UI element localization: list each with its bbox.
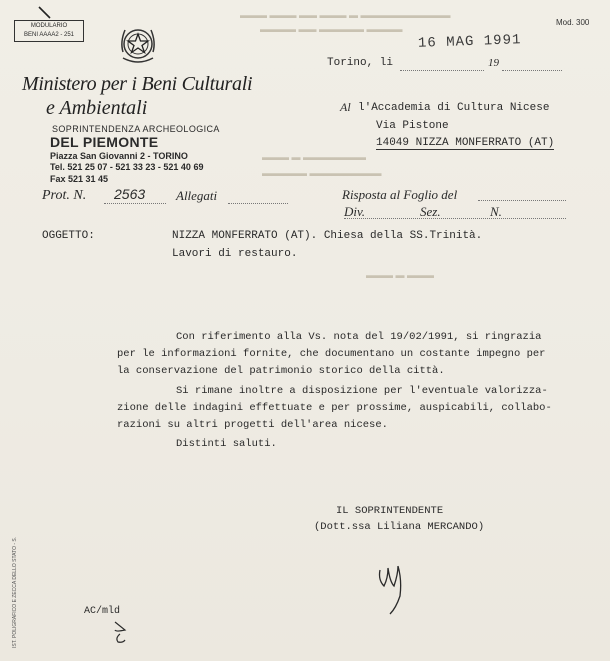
- body-line: Con riferimento alla Vs. nota del 19/02/1991, si ringrazia: [176, 331, 542, 343]
- reference-initials: AC/mld: [84, 606, 121, 617]
- recipient-street: Via Pistone: [376, 120, 449, 132]
- italian-emblem-icon: [117, 22, 159, 68]
- body-line: Si rimane inoltre a disposizione per l'eventuale valorizza-: [176, 385, 548, 397]
- show-through-text: ▬▬▬ ▬ ▬▬▬: [366, 270, 435, 280]
- n-label: N.: [490, 204, 502, 219]
- reply-label: Risposta al Foglio del: [342, 187, 458, 202]
- pen-mark-icon: [38, 6, 52, 20]
- show-through-text: ▬▬▬ ▬ ▬▬▬▬▬▬▬: [262, 152, 367, 162]
- greeting: Distinti saluti.: [176, 438, 277, 450]
- protocol-label: Prot. N.: [42, 188, 87, 203]
- protocol-number: 2563: [114, 186, 146, 202]
- year-line: [502, 70, 562, 71]
- subject-label: OGGETTO:: [42, 230, 95, 242]
- handwritten-initials: [112, 618, 130, 644]
- protocol-line: [104, 203, 166, 204]
- show-through-text: ▬▬▬▬▬ ▬▬▬▬▬▬▬▬: [262, 168, 382, 178]
- allegati-line: [228, 203, 288, 204]
- form-code: Mod. 300: [556, 18, 590, 27]
- recipient-name: l'Accademia di Cultura Nicese: [358, 102, 550, 114]
- sez-label: Sez.: [420, 204, 441, 219]
- office-address: Piazza San Giovanni 2 - TORINO: [50, 151, 188, 161]
- show-through-text: ▬▬▬ ▬▬▬ ▬▬ ▬▬▬ ▬ ▬▬▬▬▬▬▬▬▬▬: [240, 10, 451, 20]
- recipient-city: 14049 NIZZA MONFERRATO (AT): [376, 137, 555, 149]
- allegati-label: Allegati: [176, 188, 218, 203]
- handwritten-signature: [376, 556, 416, 618]
- form-box-line: BENI AAAA2 - 251: [23, 32, 75, 38]
- office-fax: Fax 521 31 45: [50, 174, 109, 184]
- region-label: DEL PIEMONTE: [50, 134, 159, 150]
- date-line: [400, 70, 484, 71]
- body-line: la conservazione del patrimonio storico della città.: [117, 365, 445, 377]
- body-line: per le informazioni fornite, che documentano un costante impegno per: [117, 348, 546, 360]
- body-line: razioni su altri progetti dell'area nicese.: [117, 419, 388, 431]
- subject-line1: NIZZA MONFERRATO (AT). Chiesa della SS.Trinità.: [172, 230, 483, 242]
- show-through-text: ▬▬▬▬ ▬▬ ▬▬▬▬▬ ▬▬▬▬: [260, 24, 403, 34]
- soprintendenza-label: SOPRINTENDENZA ARCHEOLOGICA: [52, 124, 220, 134]
- signatory-title: IL SOPRINTENDENTE: [336, 505, 444, 517]
- office-telephone: Tel. 521 25 07 - 521 33 23 - 521 40 69: [50, 162, 204, 172]
- form-box-line: MODULARIO: [30, 23, 68, 29]
- div-label: Div.: [344, 204, 366, 219]
- date-place: Torino, li: [327, 57, 394, 69]
- subject-line2: Lavori di restauro.: [172, 248, 298, 260]
- date-stamp: 16 MAG 1991: [417, 32, 522, 52]
- reference-line: [344, 218, 566, 219]
- form-code-box: [14, 20, 84, 42]
- ministry-name-line2: e Ambientali: [46, 97, 148, 119]
- reply-line: [478, 200, 566, 201]
- ministry-name: Ministero per i Beni Culturali: [22, 73, 253, 95]
- date-year: 19: [488, 57, 499, 69]
- recipient-prefix: Al: [340, 100, 351, 114]
- signatory-name: (Dott.ssa Liliana MERCANDO): [314, 521, 485, 533]
- body-line: zione delle indagini effettuate e per prossime, auspicabili, collabo-: [117, 402, 552, 414]
- printer-mark: IST. POLIGRAFICO E ZECCA DELLO STATO - S.: [12, 536, 18, 648]
